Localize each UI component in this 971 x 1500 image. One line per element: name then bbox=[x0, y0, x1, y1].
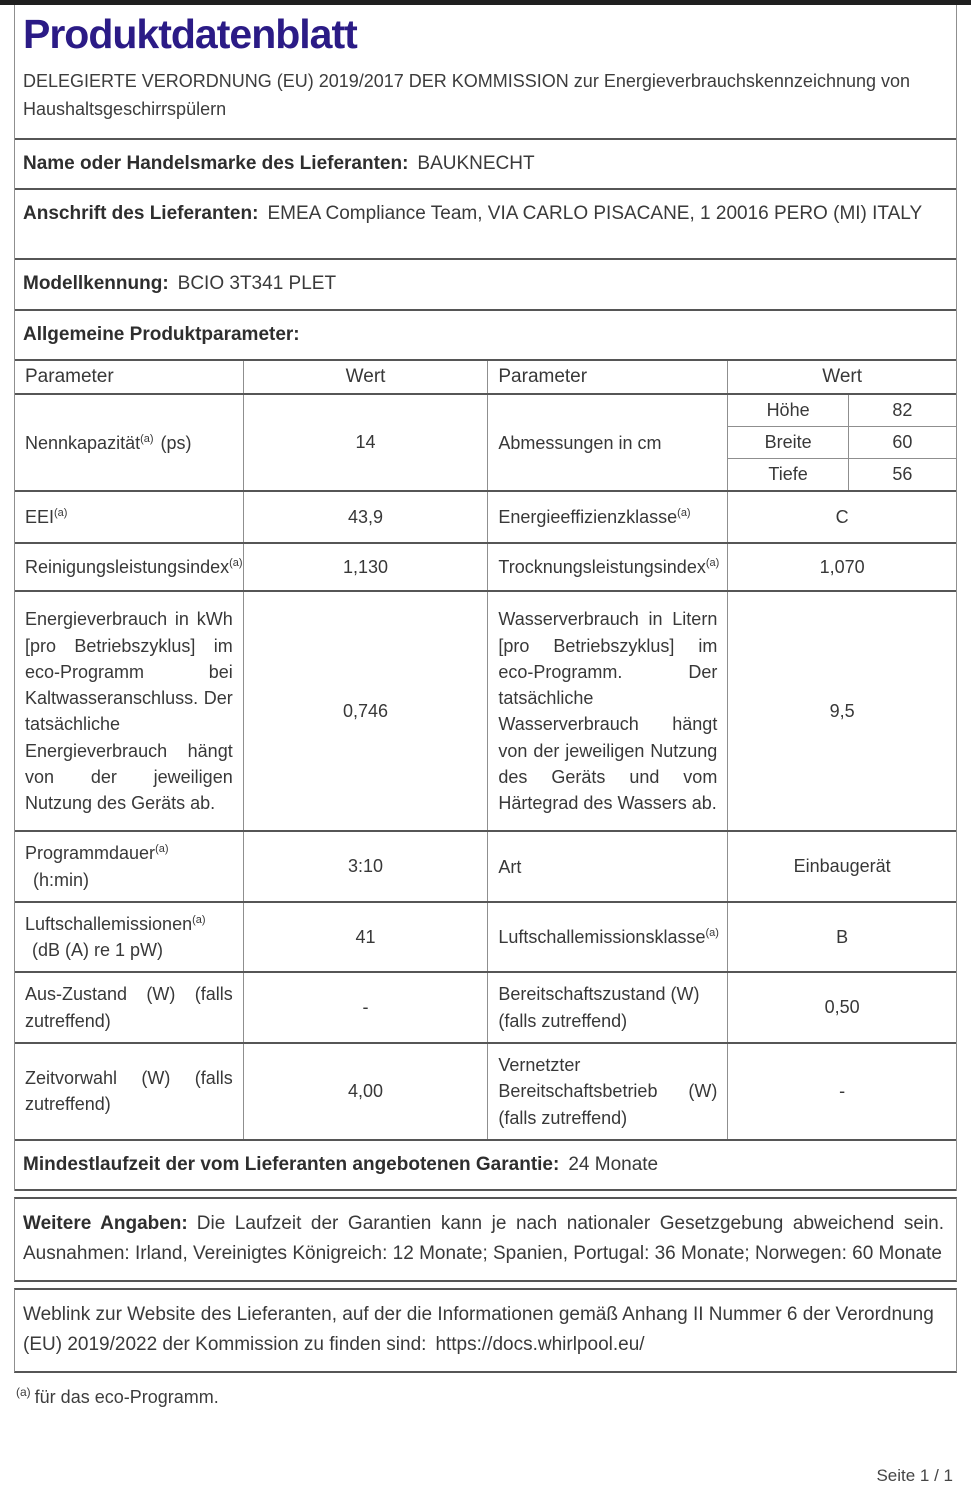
dimension-value: 82 bbox=[848, 395, 956, 426]
param-unit: (dB (A) re 1 pW) bbox=[32, 940, 164, 961]
general-parameters-heading: Allgemeine Produktparameter: bbox=[23, 323, 300, 345]
model-id-label: Modellkennung: bbox=[23, 273, 169, 295]
param-energieeffizienzklasse bbox=[487, 492, 727, 542]
value-aus-zustand: - bbox=[243, 973, 488, 1042]
param-luftschallemissionen bbox=[15, 903, 243, 972]
value-trocknungsleistungsindex: 1,070 bbox=[727, 544, 956, 590]
weblink-paragraph bbox=[15, 1290, 956, 1371]
param-text: Luftschallemissionen bbox=[25, 913, 193, 934]
param-text: Abmessungen in cm bbox=[498, 432, 662, 453]
param-wasserverbrauch bbox=[487, 592, 727, 830]
param-text: Reinigungsleistungsindex bbox=[25, 557, 230, 578]
general-parameters-heading-row bbox=[15, 311, 956, 362]
row-noise-noiseclass bbox=[15, 903, 956, 974]
value-luftschallemissionen: 41 bbox=[243, 903, 488, 972]
param-text: Luftschallemissionsklasse bbox=[498, 927, 706, 948]
footnote-ref: (a) bbox=[705, 927, 719, 940]
param-nennkapazitaet bbox=[15, 395, 243, 490]
additional-info-paragraph bbox=[15, 1199, 956, 1280]
value-art: Einbaugerät bbox=[727, 832, 956, 901]
additional-info-label: Weitere Angaben: bbox=[23, 1213, 188, 1235]
param-aus-zustand bbox=[15, 973, 243, 1042]
footnote-text: für das eco-Programm. bbox=[34, 1387, 219, 1408]
header-parameter-left: Parameter bbox=[25, 366, 114, 388]
value-programmdauer: 3:10 bbox=[243, 832, 488, 901]
value-vernetzter-bereitschaftsbetrieb: - bbox=[727, 1044, 956, 1139]
header-parameter-right: Parameter bbox=[487, 361, 727, 393]
supplier-address-row bbox=[15, 190, 956, 260]
param-text: Wasserverbrauch in Litern [pro Betriebszyklus] im eco-Programm. Der tatsächliche Wasserverbrauch hängt von der jeweiligen Nutzung des Geräts und vom Härtegrad des Wassers ab. bbox=[498, 609, 718, 814]
param-programmdauer bbox=[15, 832, 243, 901]
param-text: Trocknungsleistungsindex bbox=[498, 557, 706, 578]
row-delaystart-networkedstandby bbox=[15, 1044, 956, 1141]
param-art bbox=[487, 832, 727, 901]
warranty-value: 24 Monate bbox=[568, 1153, 659, 1175]
param-text: Aus-Zustand (W) (falls zutreffend) bbox=[25, 984, 233, 1031]
footnote-ref: (a) bbox=[54, 507, 68, 520]
datasheet-box bbox=[14, 5, 957, 1191]
param-energieverbrauch bbox=[15, 592, 243, 830]
param-unit: (h:min) bbox=[33, 869, 90, 890]
row-offmode-standby bbox=[15, 973, 956, 1044]
param-trocknungsleistungsindex bbox=[487, 544, 727, 590]
value-energieeffizienzklasse: C bbox=[727, 492, 956, 542]
value-eei: 43,9 bbox=[243, 492, 488, 542]
param-text: Energieverbrauch in kWh [pro Betriebszyklus] im eco-Programm bei Kaltwasseranschluss. Der tatsächliche Energieverbrauch hängt von der jeweiligen Nutzung des Geräts ab. bbox=[25, 609, 233, 814]
dimension-value: 60 bbox=[848, 427, 956, 458]
value-zeitvorwahl: 4,00 bbox=[243, 1044, 488, 1139]
param-luftschallemissionsklasse bbox=[487, 903, 727, 972]
footnote-marker: (a) bbox=[16, 1385, 31, 1400]
document-header bbox=[15, 5, 956, 140]
param-vernetzter-bereitschaftsbetrieb bbox=[487, 1044, 727, 1139]
footnote-eco-programm bbox=[16, 1385, 971, 1408]
dimensions-subtable bbox=[727, 395, 956, 490]
footnote-ref: (a) bbox=[677, 507, 691, 520]
footnote-ref: (a) bbox=[140, 432, 154, 445]
footnote-ref: (a) bbox=[705, 557, 720, 570]
supplier-name-label: Name oder Handelsmarke des Lieferanten: bbox=[23, 152, 409, 174]
param-reinigungsleistungsindex bbox=[15, 544, 243, 590]
value-energieverbrauch: 0,746 bbox=[243, 592, 488, 830]
param-text: Bereitschaftszustand (W) (falls zutreffend) bbox=[498, 984, 700, 1031]
dimension-row-breite bbox=[728, 427, 956, 459]
supplier-weblink-url: https://docs.whirlpool.eu/ bbox=[435, 1333, 645, 1355]
warranty-row bbox=[15, 1141, 956, 1192]
value-bereitschaftszustand: 0,50 bbox=[727, 973, 956, 1042]
param-zeitvorwahl bbox=[15, 1044, 243, 1139]
row-duration-type bbox=[15, 832, 956, 903]
param-text: Energieeffizienzklasse bbox=[498, 507, 678, 528]
dimension-value: 56 bbox=[848, 459, 956, 490]
page-title: Produktdatenblatt bbox=[23, 11, 357, 57]
footnote-ref: (a) bbox=[192, 913, 206, 926]
value-wasserverbrauch: 9,5 bbox=[727, 592, 956, 830]
additional-info-text: Die Laufzeit der Garantien kann je nach nationaler Gesetzgebung abweichend sein. Ausnahmen: Irland, Vereinigtes Königreich: 12 Monate; Spanien, Portugal: 36 Monate; Norwegen: 60 Monate bbox=[23, 1213, 944, 1264]
param-eei bbox=[15, 492, 243, 542]
dimension-row-tiefe bbox=[728, 459, 956, 490]
supplier-address-label: Anschrift des Lieferanten: bbox=[23, 203, 259, 225]
param-text: Programmdauer bbox=[25, 843, 156, 864]
weblink-text: Weblink zur Website des Lieferanten, auf der die Informationen gemäß Anhang II Nummer 6 der Verordnung (EU) 2019/2022 der Kommission zu finden sind: bbox=[23, 1304, 934, 1355]
dimension-label: Breite bbox=[764, 432, 812, 453]
supplier-name-value: BAUKNECHT bbox=[417, 152, 535, 174]
page-number: Seite 1 / 1 bbox=[876, 1466, 953, 1485]
table-header-row bbox=[15, 361, 956, 395]
row-energy-water-consumption bbox=[15, 592, 956, 832]
footnote-ref: (a) bbox=[155, 843, 169, 856]
row-eei-energyclass bbox=[15, 492, 956, 544]
param-unit: (ps) bbox=[160, 432, 192, 453]
header-wert-left: Wert bbox=[243, 361, 488, 393]
warranty-label: Mindestlaufzeit der vom Lieferanten angebotenen Garantie: bbox=[23, 1153, 560, 1175]
row-capacity-dimensions bbox=[15, 395, 956, 492]
additional-info-box bbox=[14, 1197, 957, 1282]
value-nennkapazitaet: 14 bbox=[243, 395, 488, 490]
dimension-row-hoehe bbox=[728, 395, 956, 427]
model-id-value: BCIO 3T341 PLET bbox=[177, 273, 337, 295]
param-abmessungen bbox=[487, 395, 727, 490]
param-bereitschaftszustand bbox=[487, 973, 727, 1042]
regulation-subtitle: DELEGIERTE VERORDNUNG (EU) 2019/2017 DER KOMMISSION zur Energieverbrauchskennzeichnung von Haushaltsgeschirrspülern bbox=[23, 71, 911, 120]
param-text: Nennkapazität bbox=[25, 432, 141, 453]
footnote-ref: (a) bbox=[229, 557, 243, 570]
dimension-label: Tiefe bbox=[768, 464, 808, 485]
header-wert-right: Wert bbox=[727, 361, 956, 393]
dimension-label: Höhe bbox=[766, 400, 810, 421]
value-luftschallemissionsklasse: B bbox=[727, 903, 956, 972]
row-cleaning-drying-index bbox=[15, 544, 956, 592]
weblink-box bbox=[14, 1288, 957, 1373]
param-text: Art bbox=[498, 856, 522, 877]
value-reinigungsleistungsindex: 1,130 bbox=[243, 544, 488, 590]
param-text: EEI bbox=[25, 507, 55, 528]
param-text: Vernetzter Bereitschaftsbetrieb (W) (falls zutreffend) bbox=[498, 1055, 718, 1128]
param-text: Zeitvorwahl (W) (falls zutreffend) bbox=[25, 1068, 233, 1115]
supplier-name-row bbox=[15, 140, 956, 191]
supplier-address-value: EMEA Compliance Team, VIA CARLO PISACANE, 1 20016 PERO (MI) ITALY bbox=[267, 203, 923, 225]
model-id-row bbox=[15, 260, 956, 311]
